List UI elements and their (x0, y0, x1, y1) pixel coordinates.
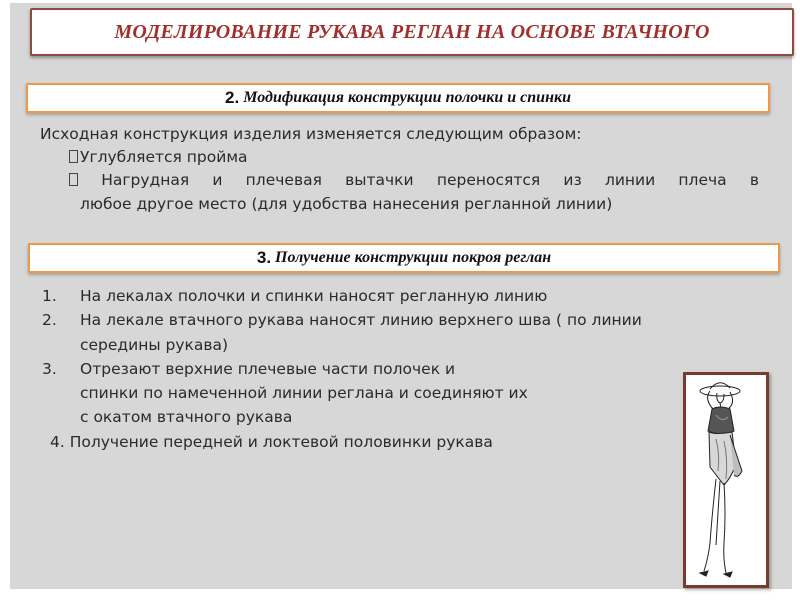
step-3-line1: Отрезают верхние плечевые части полочек и (80, 360, 456, 378)
checkbox-glyph-icon (69, 173, 78, 186)
section-number: 3. (256, 248, 272, 267)
step-4-text: 4. Получение передней и локтевой половинки рукава (50, 433, 493, 451)
section-heading: Получение конструкции покроя реглан (275, 249, 552, 266)
bullet-text: Углубляется пройма (80, 148, 248, 166)
intro-text: Исходная конструкция изделия изменяется следующим образом: (40, 125, 582, 143)
step-2-line1: На лекале втачного рукава наносят линию верхнего шва ( по линии (80, 311, 642, 329)
bullet-word: из (563, 171, 582, 189)
bullet-item-2-line1 (69, 173, 759, 189)
fashion-figure-illustration (683, 372, 769, 588)
step-3-line2: спинки по намеченной линии реглана и соединяют их (80, 384, 528, 402)
bullet-item-2-line2: любое другое место (для удобства нанесения регланной линии) (80, 195, 613, 213)
section-header-raglan (28, 243, 780, 273)
step-1-text: На лекалах полочки и спинки наносят регланную линию (80, 287, 548, 305)
bullet-word: Нагрудная (101, 171, 190, 189)
section-header-modification (26, 83, 770, 113)
step-number: 1. (42, 287, 57, 305)
bullet-word: и (212, 171, 223, 189)
slide-title: МОДЕЛИРОВАНИЕ РУКАВА РЕГЛАН НА ОСНОВЕ ВТАЧНОГО (114, 20, 710, 43)
checkbox-glyph-icon (69, 150, 78, 163)
step-number: 3. (42, 360, 57, 378)
section-number: 2. (225, 88, 240, 107)
bullet-word: переносятся (436, 171, 541, 189)
title-banner (30, 8, 794, 56)
step-3-line3: с окатом втачного рукава (80, 408, 293, 426)
bullet-word: вытачки (345, 171, 414, 189)
section-heading: Модификация конструкции полочки и спинки (243, 89, 571, 106)
step-2-line2: середины рукава) (80, 336, 229, 354)
step-number: 2. (42, 311, 57, 329)
bullet-word: в (749, 171, 759, 189)
bullet-item-1 (69, 150, 248, 166)
fashion-figure-icon (686, 375, 766, 585)
bullet-word: плеча (678, 171, 727, 189)
bullet-word: плечевая (245, 171, 322, 189)
bullet-word: линии (604, 171, 656, 189)
